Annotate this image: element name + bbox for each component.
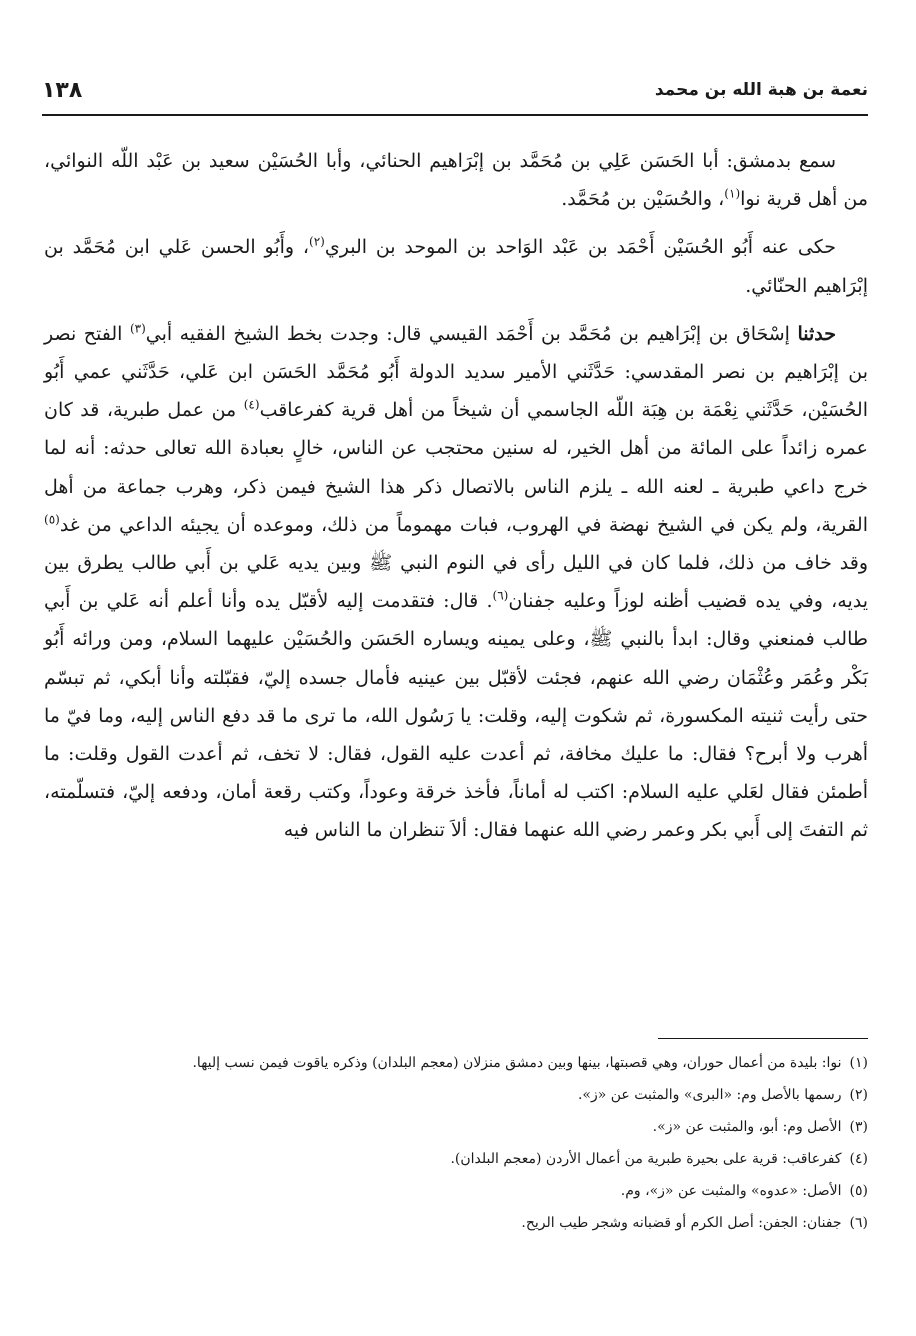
main-text <box>44 142 868 850</box>
running-title: نعمة بن هبة الله بن محمد <box>654 80 868 100</box>
footnote-ref-3[interactable]: (٣) <box>129 321 146 336</box>
paragraph-text: حكى عنه أَبُو الحُسَيْن أَحْمَد بن عَبْد الوَاحد بن الموحد بن البري <box>324 236 837 259</box>
footnote-ref-2[interactable]: (٢) <box>309 235 325 250</box>
footnote-5 <box>44 1178 868 1205</box>
footnote-1 <box>44 1050 868 1077</box>
footnote-text: نوا: بليدة من أعمال حوران، وهي قصبتها، بينها وبين دمشق منزلان (معجم البلدان) وذكره ياقوت فيمن نسب إليها. <box>192 1055 842 1071</box>
page-number: ١٣٨ <box>42 77 83 103</box>
footnote-number: (٦) <box>849 1215 868 1231</box>
footnote-6 <box>44 1210 868 1237</box>
footnote-number: (١) <box>849 1055 868 1071</box>
footnote-number: (٥) <box>849 1183 868 1199</box>
paragraph-text: . قال: فتقدمت إليه لأقبّل يده وأنا أعلم أنه عَلي بن أَبي طالب فمنعني وقال: ابدأ بالنبي ﷺ، وعلى يمينه ويساره الحَسَن والحُسَيْن عليهما السلام، ومن ورائه أَبُو بَكْر وعُمَر وعُثْمَان رضي الله عنهم، فجئت لأقبّل بين عينيه فأمال جسده إليّ، فقبّلته وأنا أبكي، ثم تبسّم حتى رأيت ثنيته المكسورة، ثم شكوت إليه، وقلت: يا رَسُول الله، ما ترى ما قد دفع الناس إليه، وما فيّ ما أهرب ولا أبرح؟ فقال: ما عليك مخافة، ثم أعدت عليه القول، فقال: لا تخف، ثم أعدت القول وقلت: ما أطمئن فقال لعَلي عليه السلام: اكتب له أماناً، فأخذ خرقة وعوداً، وكتب رقعة أمان، ودفعه إليّ، فتسلّمته، ثم التفتَ إلى أَبي بكر وعمر رضي الله عنهما فقال: ألاَ تنظران ما الناس فيه <box>44 590 868 842</box>
footnote-number: (٢) <box>849 1087 868 1103</box>
footnotes <box>44 1050 868 1237</box>
footnote-3 <box>44 1114 868 1141</box>
paragraph-3 <box>44 315 868 850</box>
paragraph-text: ، وأَبُو الحسن عَلي ابن مُحَمَّد بن إبْرَاهيم الحنّائي. <box>44 236 868 297</box>
paragraph-1 <box>44 142 868 218</box>
page-header <box>42 66 868 116</box>
footnote-text: الأصل: «عدوه» والمثبت عن «ز»، وم. <box>620 1183 842 1199</box>
footnote-ref-1[interactable]: (١) <box>724 186 741 201</box>
footnote-separator <box>658 1038 868 1039</box>
footnote-ref-4[interactable]: (٤) <box>243 397 260 412</box>
footnote-ref-6[interactable]: (٦) <box>492 588 509 603</box>
footnote-4 <box>44 1146 868 1173</box>
footnote-text: جفنان: الجفن: أصل الكرم أو قضبانه وشجر طيب الريح. <box>521 1215 842 1231</box>
footnote-number: (٣) <box>849 1119 868 1135</box>
paragraph-text: وقد خاف من ذلك، فلما كان في الليل رأى في النوم النبي ﷺ وبين يديه عَلي بن أَبي طالب يطرق بين يديه، وفي يده قضيب أظنه لوزاً وعليه جفنان <box>44 552 868 613</box>
paragraph-text: إسْحَاق بن إبْرَاهيم بن مُحَمَّد بن أَحْمَد القيسي قال: وجدت بخط الشيخ الفقيه أبي <box>145 322 798 345</box>
footnote-text: رسمها بالأصل وم: «البرى» والمثبت عن «ز». <box>577 1087 842 1103</box>
footnote-ref-5[interactable]: (٥) <box>44 512 60 527</box>
footnote-text: كفرعاقب: قرية على بحيرة طبرية من أعمال الأردن (معجم البلدان). <box>450 1151 842 1167</box>
paragraph-text: سمع بدمشق: أبا الحَسَن عَلِي بن مُحَمَّد بن إبْرَاهيم الحنائي، وأبا الحُسَيْن سعيد بن عَبْد اللّه النوائي، من أهل قرية نوا <box>44 150 868 211</box>
paragraph-text: من عمل طبرية، قد كان عمره زائداً على المائة من أهل الخير، له سنين محتجب عن الناس، خالٍ بعبادة الله تعالى حدثه: أنه لما خرج داعي طبرية ـ لعنه الله ـ يلزم الناس بالاتصال ذكر هذا الشيخ فيمن ذكر، وهرب جماعة من أهل القرية، ولم يكن في الشيخ نهضة في الهروب، فبات مهموماً من ذلك، وموعده أن يجيئه الداعي من غد <box>44 399 868 536</box>
footnote-2 <box>44 1082 868 1109</box>
footnote-text: الأصل وم: أبو، والمثبت عن «ز». <box>652 1119 842 1135</box>
paragraph-text: ، والحُسَيْن بن مُحَمَّد. <box>561 188 725 211</box>
paragraph-2 <box>44 228 868 304</box>
footnote-number: (٤) <box>849 1151 868 1167</box>
paragraph-lead-word: حدثنا <box>797 322 836 345</box>
paragraph-text: الفتح نصر بن إبْرَاهيم بن نصر المقدسي: حَدَّثَني الأمير سديد الدولة أَبُو مُحَمَّد الحَسَن ابن عَلي، حَدَّثَني عمي أَبُو الحُسَيْن، حَدَّثَني نِعْمَة بن هِبَة اللّه الجاسمي أن شيخاً من أهل قرية كفرعاقب <box>44 322 868 422</box>
